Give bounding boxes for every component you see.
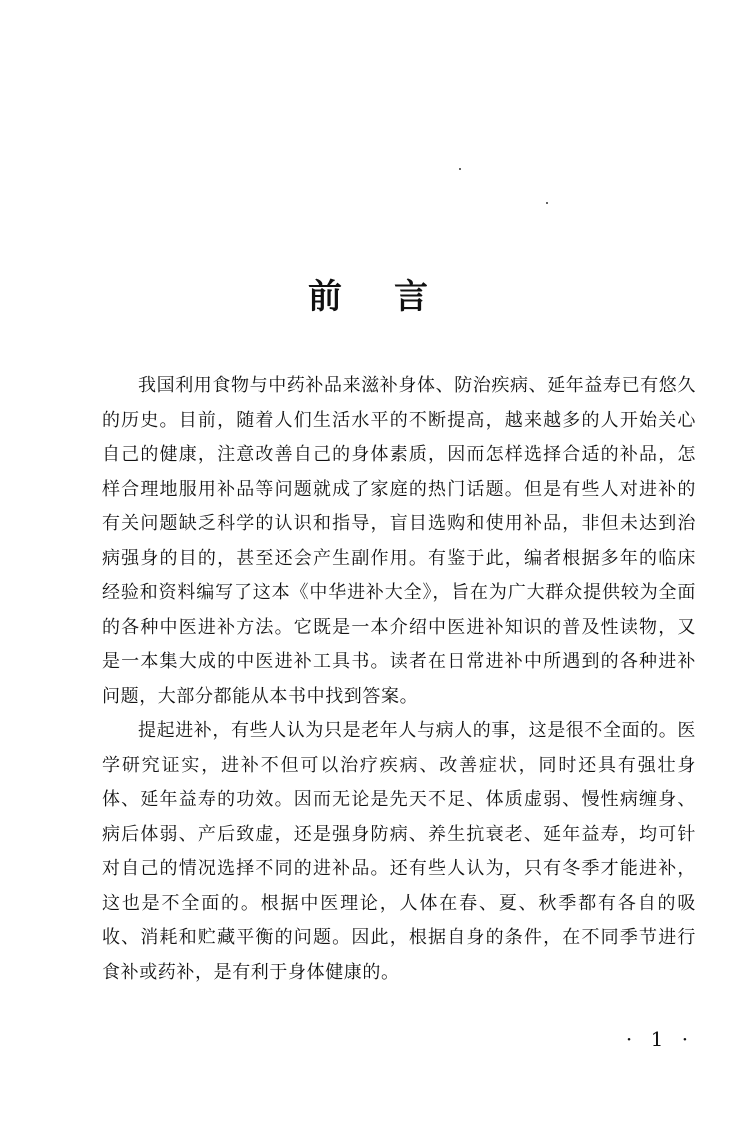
body-text [102,369,696,990]
scan-speck [459,168,461,170]
paragraph: 我国利用食物与中药补品来滋补身体、防治疾病、延年益寿已有悠久的历史。目前，随着人们生活水平的不断提高，越来越多的人开始关心自己的健康，注意改善自己的身体素质，因而怎样选择合适的补品，怎样合理地服用补品等问题就成了家庭的热门话题。但是有些人对进补的有关问题缺乏科学的认识和指导，盲目选购和使用补品，非但未达到治病强身的目的，甚至还会产生副作用。有鉴于此，编者根据多年的临床经验和资料编写了这本《中华进补大全》，旨在为广大群众提供较为全面的各种中医进补方法。它既是一本介绍中医进补知识的普及性读物，又是一本集大成的中医进补工具书。读者在日常进补中所遇到的各种进补问题，大部分都能从本书中找到答案。 [102,375,696,707]
page-title: 前言 [308,277,480,317]
page-number: · 1 · [625,1027,695,1051]
scan-speck [546,202,548,204]
paragraph: 提起进补，有些人认为只是老年人与病人的事，这是很不全面的。医学研究证实，进补不但可以治疗疾病、改善症状，同时还具有强壮身体、延年益寿的功效。因而无论是先天不足、体质虚弱、慢性病缠身、病后体弱、产后致虚，还是强身防病、养生抗衰老、延年益寿，均可针对自己的情况选择不同的进补品。还有些人认为，只有冬季才能进补，这也是不全面的。根据中医理论，人体在春、夏、秋季都有各自的吸收、消耗和贮藏平衡的问题。因此，根据自身的条件，在不同季节进行食补或药补，是有利于身体健康的。 [102,720,696,983]
